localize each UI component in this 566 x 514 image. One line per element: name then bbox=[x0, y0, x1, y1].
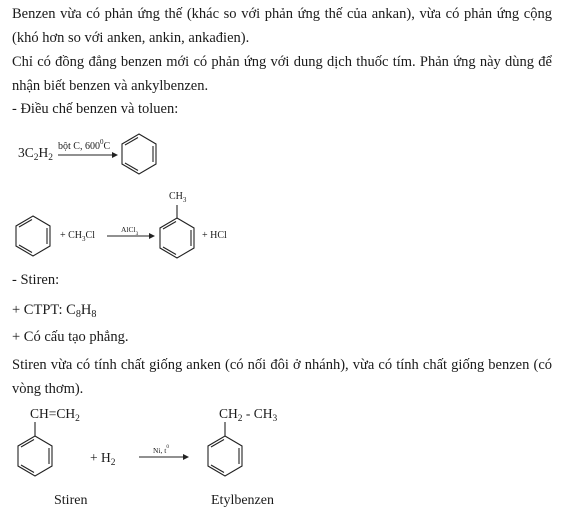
benzene-ring-product1 bbox=[122, 134, 156, 174]
ethyl-group-label: $CH_2 - CH_3$ bbox=[219, 406, 278, 424]
reaction1-reactant: $3C_2H_2$ bbox=[18, 145, 53, 163]
paragraph-stiren-properties: Stiren vừa có tính chất giống anken (có nối đôi ở nhánh), vừa có tính chất giống benzen (có vòng thơm). bbox=[12, 357, 552, 397]
label-etylbenzen: Etylbenzen bbox=[211, 493, 274, 508]
reaction2-plus-ch3cl: + $CH_3Cl$ bbox=[60, 230, 95, 243]
paragraph-benzen-reactions: Benzen vừa có phản ứng thế (khác so với phản ứng thế của ankan), vừa có phản ứng cộng (khó hơn so với anken, ankin, ankađien). bbox=[12, 6, 552, 46]
reaction2-catalyst: AlCl$_3$ bbox=[121, 225, 139, 237]
benzene-ring-reactant2 bbox=[16, 216, 50, 256]
toluene-ring bbox=[160, 205, 194, 258]
styrene-ring bbox=[18, 422, 52, 476]
reaction3-plus-h2: + $H_2$ bbox=[90, 450, 116, 468]
paragraph-permanganate: Chỉ có đồng đẳng benzen mới có phản ứng với dung dịch thuốc tím. Phản ứng này dùng để nhận biết benzen và ankylbenzen. bbox=[12, 54, 552, 94]
heading-preparation: - Điều chế benzen và toluen: bbox=[12, 101, 179, 117]
vinyl-group-label: $CH=CH_2$ bbox=[30, 406, 80, 424]
label-stiren: Stiren bbox=[54, 493, 88, 508]
ethylbenzene-ring bbox=[208, 422, 242, 476]
reaction3-catalyst: Ni, $t^0$ bbox=[153, 444, 169, 455]
reaction2-plus-hcl: + HCl bbox=[202, 230, 227, 241]
structure-line: + Có cấu tạo phẳng. bbox=[12, 329, 129, 345]
reaction1-condition: bột C, $600^0C$ bbox=[58, 138, 111, 152]
toluene-ch3-label: $CH_3$ bbox=[169, 191, 187, 204]
ctpt-line: + CTPT: $C_8H_8$ bbox=[12, 302, 97, 320]
heading-stiren: - Stiren: bbox=[12, 272, 60, 288]
